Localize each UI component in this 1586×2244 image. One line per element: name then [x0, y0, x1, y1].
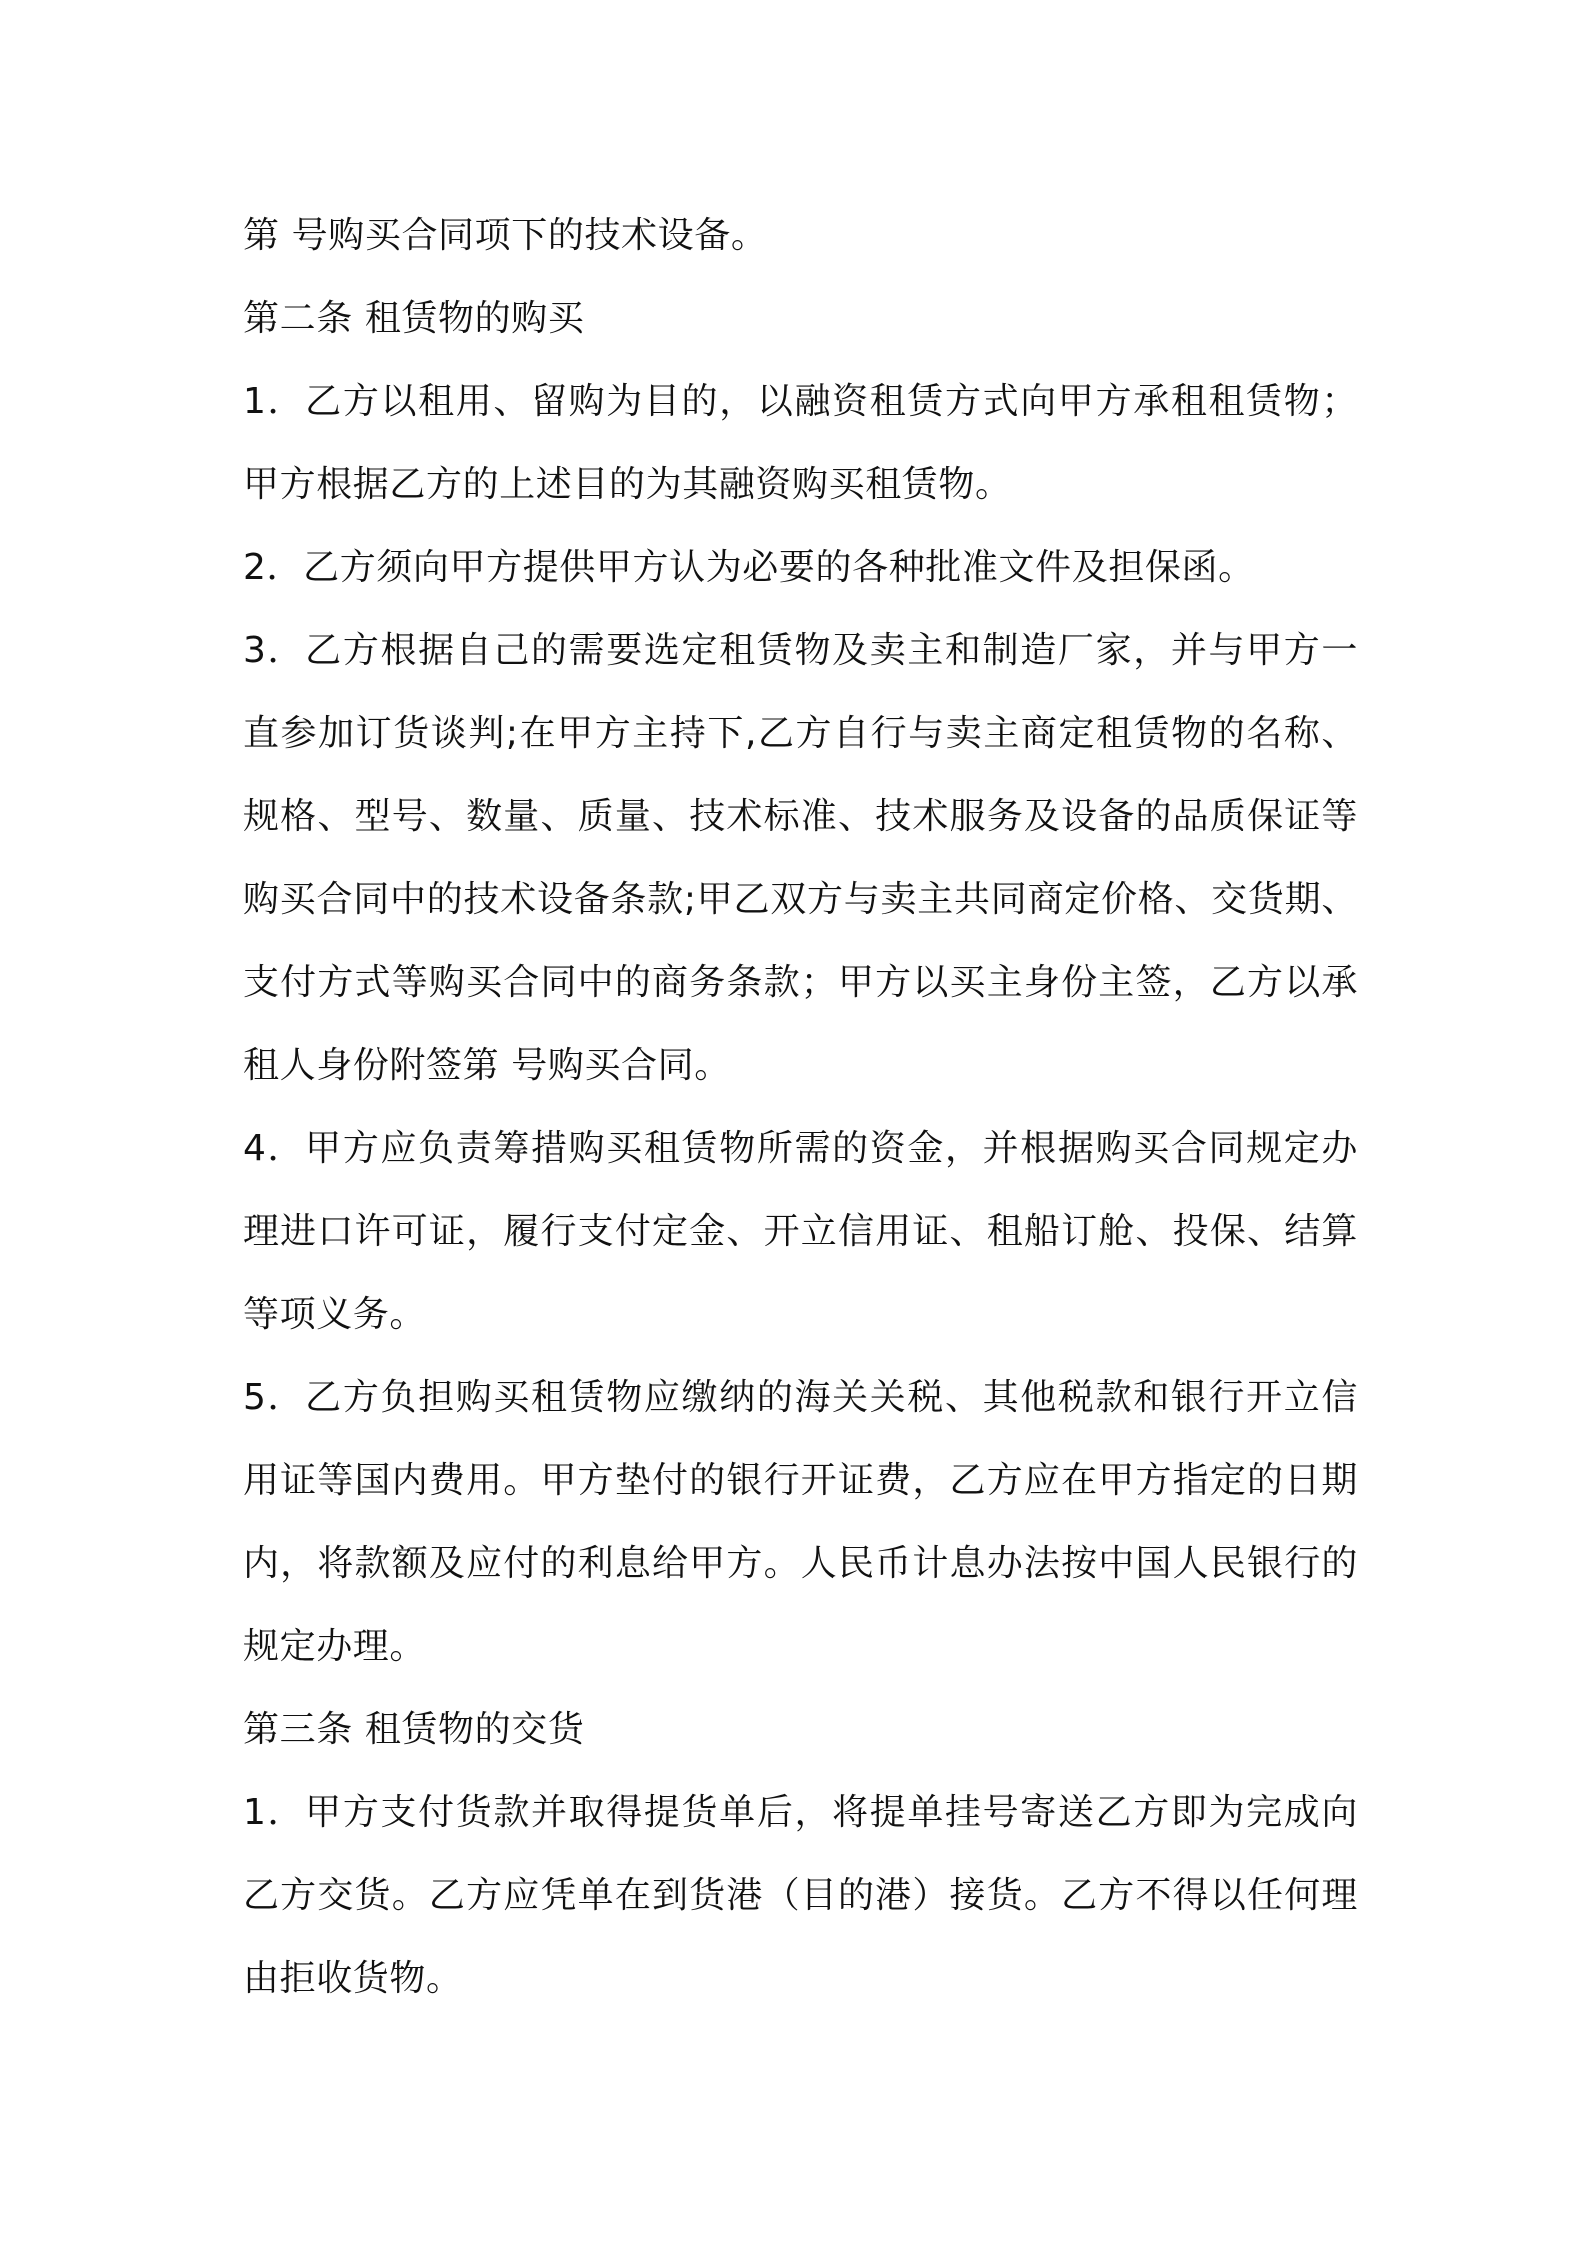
- paragraph-article-2-clause-2: 2．乙方须向甲方提供甲方认为必要的各种批准文件及担保函。: [243, 547, 1255, 588]
- paragraph-article-3-clause-1: 1．甲方支付货款并取得提货单后，将提单挂号寄送乙方即为完成向乙方交货。乙方应凭单在到货港（目的港）接货。乙方不得以任何理由拒收货物。: [243, 1792, 1358, 1999]
- paragraph-article-2-clause-4: 4．甲方应负责筹措购买租赁物所需的资金，并根据购买合同规定办理进口许可证，履行支付定金、开立信用证、租船订舱、投保、结算等项义务。: [243, 1128, 1358, 1335]
- paragraph-contract-item-reference: 第 号购买合同项下的技术设备。: [243, 215, 768, 256]
- heading-article-2-purchase: 第二条 租赁物的购买: [243, 298, 585, 339]
- paragraph-article-2-clause-3: 3．乙方根据自己的需要选定租赁物及卖主和制造厂家，并与甲方一直参加订货谈判;在甲方主持下,乙方自行与卖主商定租赁物的名称、规格、型号、数量、质量、技术标准、技术服务及设备的品质保证等购买合同中的技术设备条款;甲乙双方与卖主共同商定价格、交货期、支付方式等购买合同中的商务条款；甲方以买主身份主签，乙方以承租人身份附签第 号购买合同。: [243, 630, 1358, 1086]
- heading-article-3-delivery: 第三条 租赁物的交货: [243, 1709, 585, 1750]
- paragraph-article-2-clause-5: 5．乙方负担购买租赁物应缴纳的海关关税、其他税款和银行开立信用证等国内费用。甲方垫付的银行开证费，乙方应在甲方指定的日期内，将款额及应付的利息给甲方。人民币计息办法按中国人民银行的规定办理。: [243, 1377, 1358, 1667]
- document-body: [243, 194, 1358, 2020]
- paragraph-article-2-clause-1: 1．乙方以租用、留购为目的，以融资租赁方式向甲方承租租赁物；甲方根据乙方的上述目的为其融资购买租赁物。: [243, 381, 1358, 505]
